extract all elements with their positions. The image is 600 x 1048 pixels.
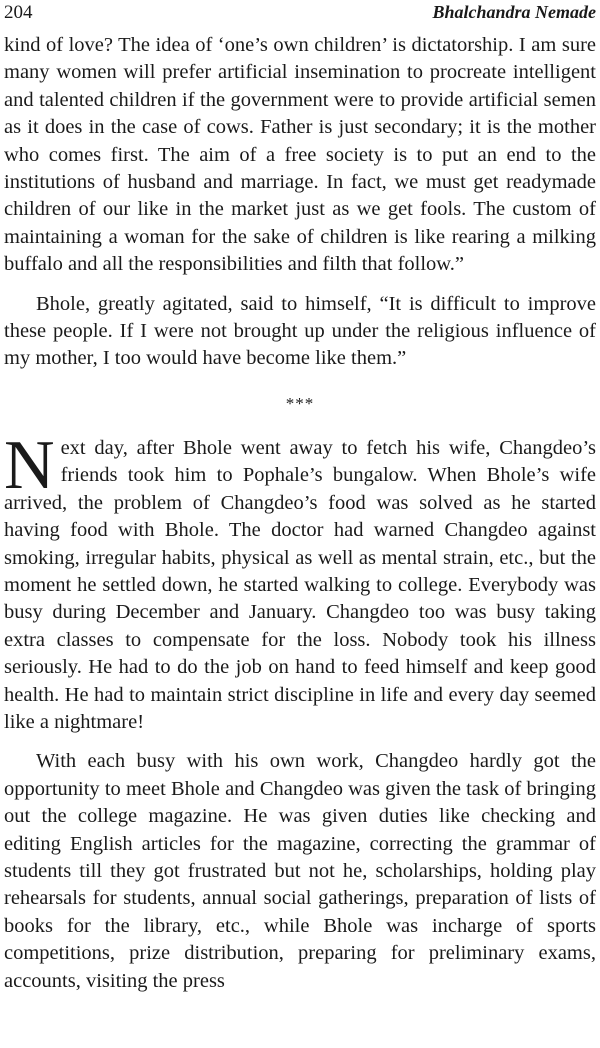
paragraph-next-day [4, 426, 596, 736]
paragraph-gap [4, 736, 596, 748]
drop-cap: N [4, 426, 55, 504]
section-separator: *** [285, 393, 315, 413]
running-title: Bhalchandra Nemade [432, 2, 596, 22]
paragraph-next-day-text: ext day, after Bhole went away to fetch his wife, Changdeo’s friends took him to Pophale’s bungalow. When Bhole’s wife arrived, the problem of Changdeo’s food was solved as he started having food with Bhole. The doctor had warned Changdeo against smoking, irregular habits, physical as well as mental strain, etc., but the moment he settled down, he started walking to college. Everybody was busy during December and January. Changdeo too was busy taking extra classes to compensate for the loss. Nobody took his illness seriously. He had to do the job on hand to feed himself and keep good health. He had to maintain strict discipline in life and every day seemed like a nightmare! [4, 436, 596, 733]
paragraph-bhole-agitated: Bhole, greatly agitated, said to himself, “It is difficult to improve these people. If I were not brought up under the religious influence of my mother, I too would have become like them.” [4, 292, 596, 370]
paragraph-continued: kind of love? The idea of ‘one’s own children’ is dictatorship. I am sure many women will prefer artificial insemination to procreate intelligent and talented children if the government were to provide artificial semen as it does in the case of cows. Father is just secondary; it is the mother who comes first. The aim of a free society is to put an end to the institutions of husband and marriage. In fact, we must get readymade children of our like in the market just as we get fools. The custom of maintaining a woman for the sake of children is like rearing a milking buffalo and all the responsibilities and filth that follow.” [4, 34, 596, 276]
paragraph-gap [4, 279, 596, 291]
running-head [4, 0, 596, 32]
paragraph-busy-work: With each busy with his own work, Changdeo hardly got the opportunity to meet Bhole and Changdeo was given the task of bringing out the college magazine. He was given duties like checking and editing English articles for the magazine, correcting the grammar of students till they got frustrated but not he, scholarships, holding play rehearsals for students, annual social gatherings, preparation of lists of books for the library, etc., while Bhole was incharge of sports competitions, prize distribution, preparing for preliminary exams, accounts, visiting the press [4, 750, 596, 992]
page-number: 204 [4, 2, 33, 23]
